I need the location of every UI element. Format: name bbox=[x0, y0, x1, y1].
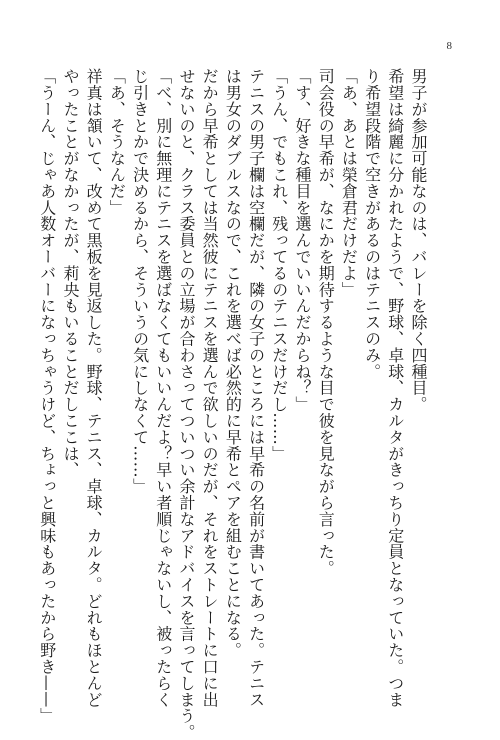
novel-text-body bbox=[36, 68, 430, 740]
page-number: 8 bbox=[446, 40, 452, 52]
text-line: 「す、好きな種目を選んでいいんだからね？」 bbox=[292, 68, 312, 413]
text-line: じ引きとかで決めるから、そういうの気にしなくて……」 bbox=[130, 68, 150, 495]
text-line: 「うーん、じゃあ人数オーバーになっちゃうけど、ちょっと興味もあったから野き——」 bbox=[37, 68, 57, 724]
text-line: り希望段階で空きがあるのはテニスのみ。 bbox=[362, 68, 382, 380]
text-line: 希望は綺麗に分かれたようで、野球、卓球、カルタがきっちり定員となっていた。つま bbox=[385, 68, 405, 708]
text-line: は男女のダブルスなので、これを選べば必然的に早希とペアを組むことになる。 bbox=[223, 68, 243, 659]
text-line: やったことがなかったが、莉央もいることだしここは、 bbox=[60, 68, 80, 478]
text-line: 男子が参加可能なのは、バレーを除く四種目。 bbox=[409, 68, 428, 413]
text-line: 「あ、あとは榮倉君だけだよ」 bbox=[339, 68, 359, 298]
text-line: 祥真は頷いて、改めて黒板を見返した。野球、テニス、卓球、カルタ。どれもほとんど bbox=[84, 68, 104, 708]
text-line: 司会役の早希が、なにかを期待するような目で彼を見ながら言った。 bbox=[316, 68, 336, 577]
text-line: 「うん、でもこれ、残ってるのテニスだけだし……」 bbox=[269, 68, 289, 462]
text-line: テニスの男子欄は空欄だが、隣の女子のところには早希の名前が書いてあった。テニス bbox=[246, 68, 266, 708]
text-line: せないのと、クラス委員との立場が合わさってついつい余計なアドバイスを言ってしまう。 bbox=[176, 68, 196, 740]
text-line: だから早希としては当然彼にテニスを選んで欲しいのだが、それをストレートに口に出 bbox=[200, 68, 220, 708]
text-line: 「べ、別に無理にテニスを選ばなくてもいいんだよ？早い者順じゃないし、被ったらく bbox=[153, 68, 173, 708]
text-line: 「あ、そうなんだ」 bbox=[107, 68, 127, 216]
